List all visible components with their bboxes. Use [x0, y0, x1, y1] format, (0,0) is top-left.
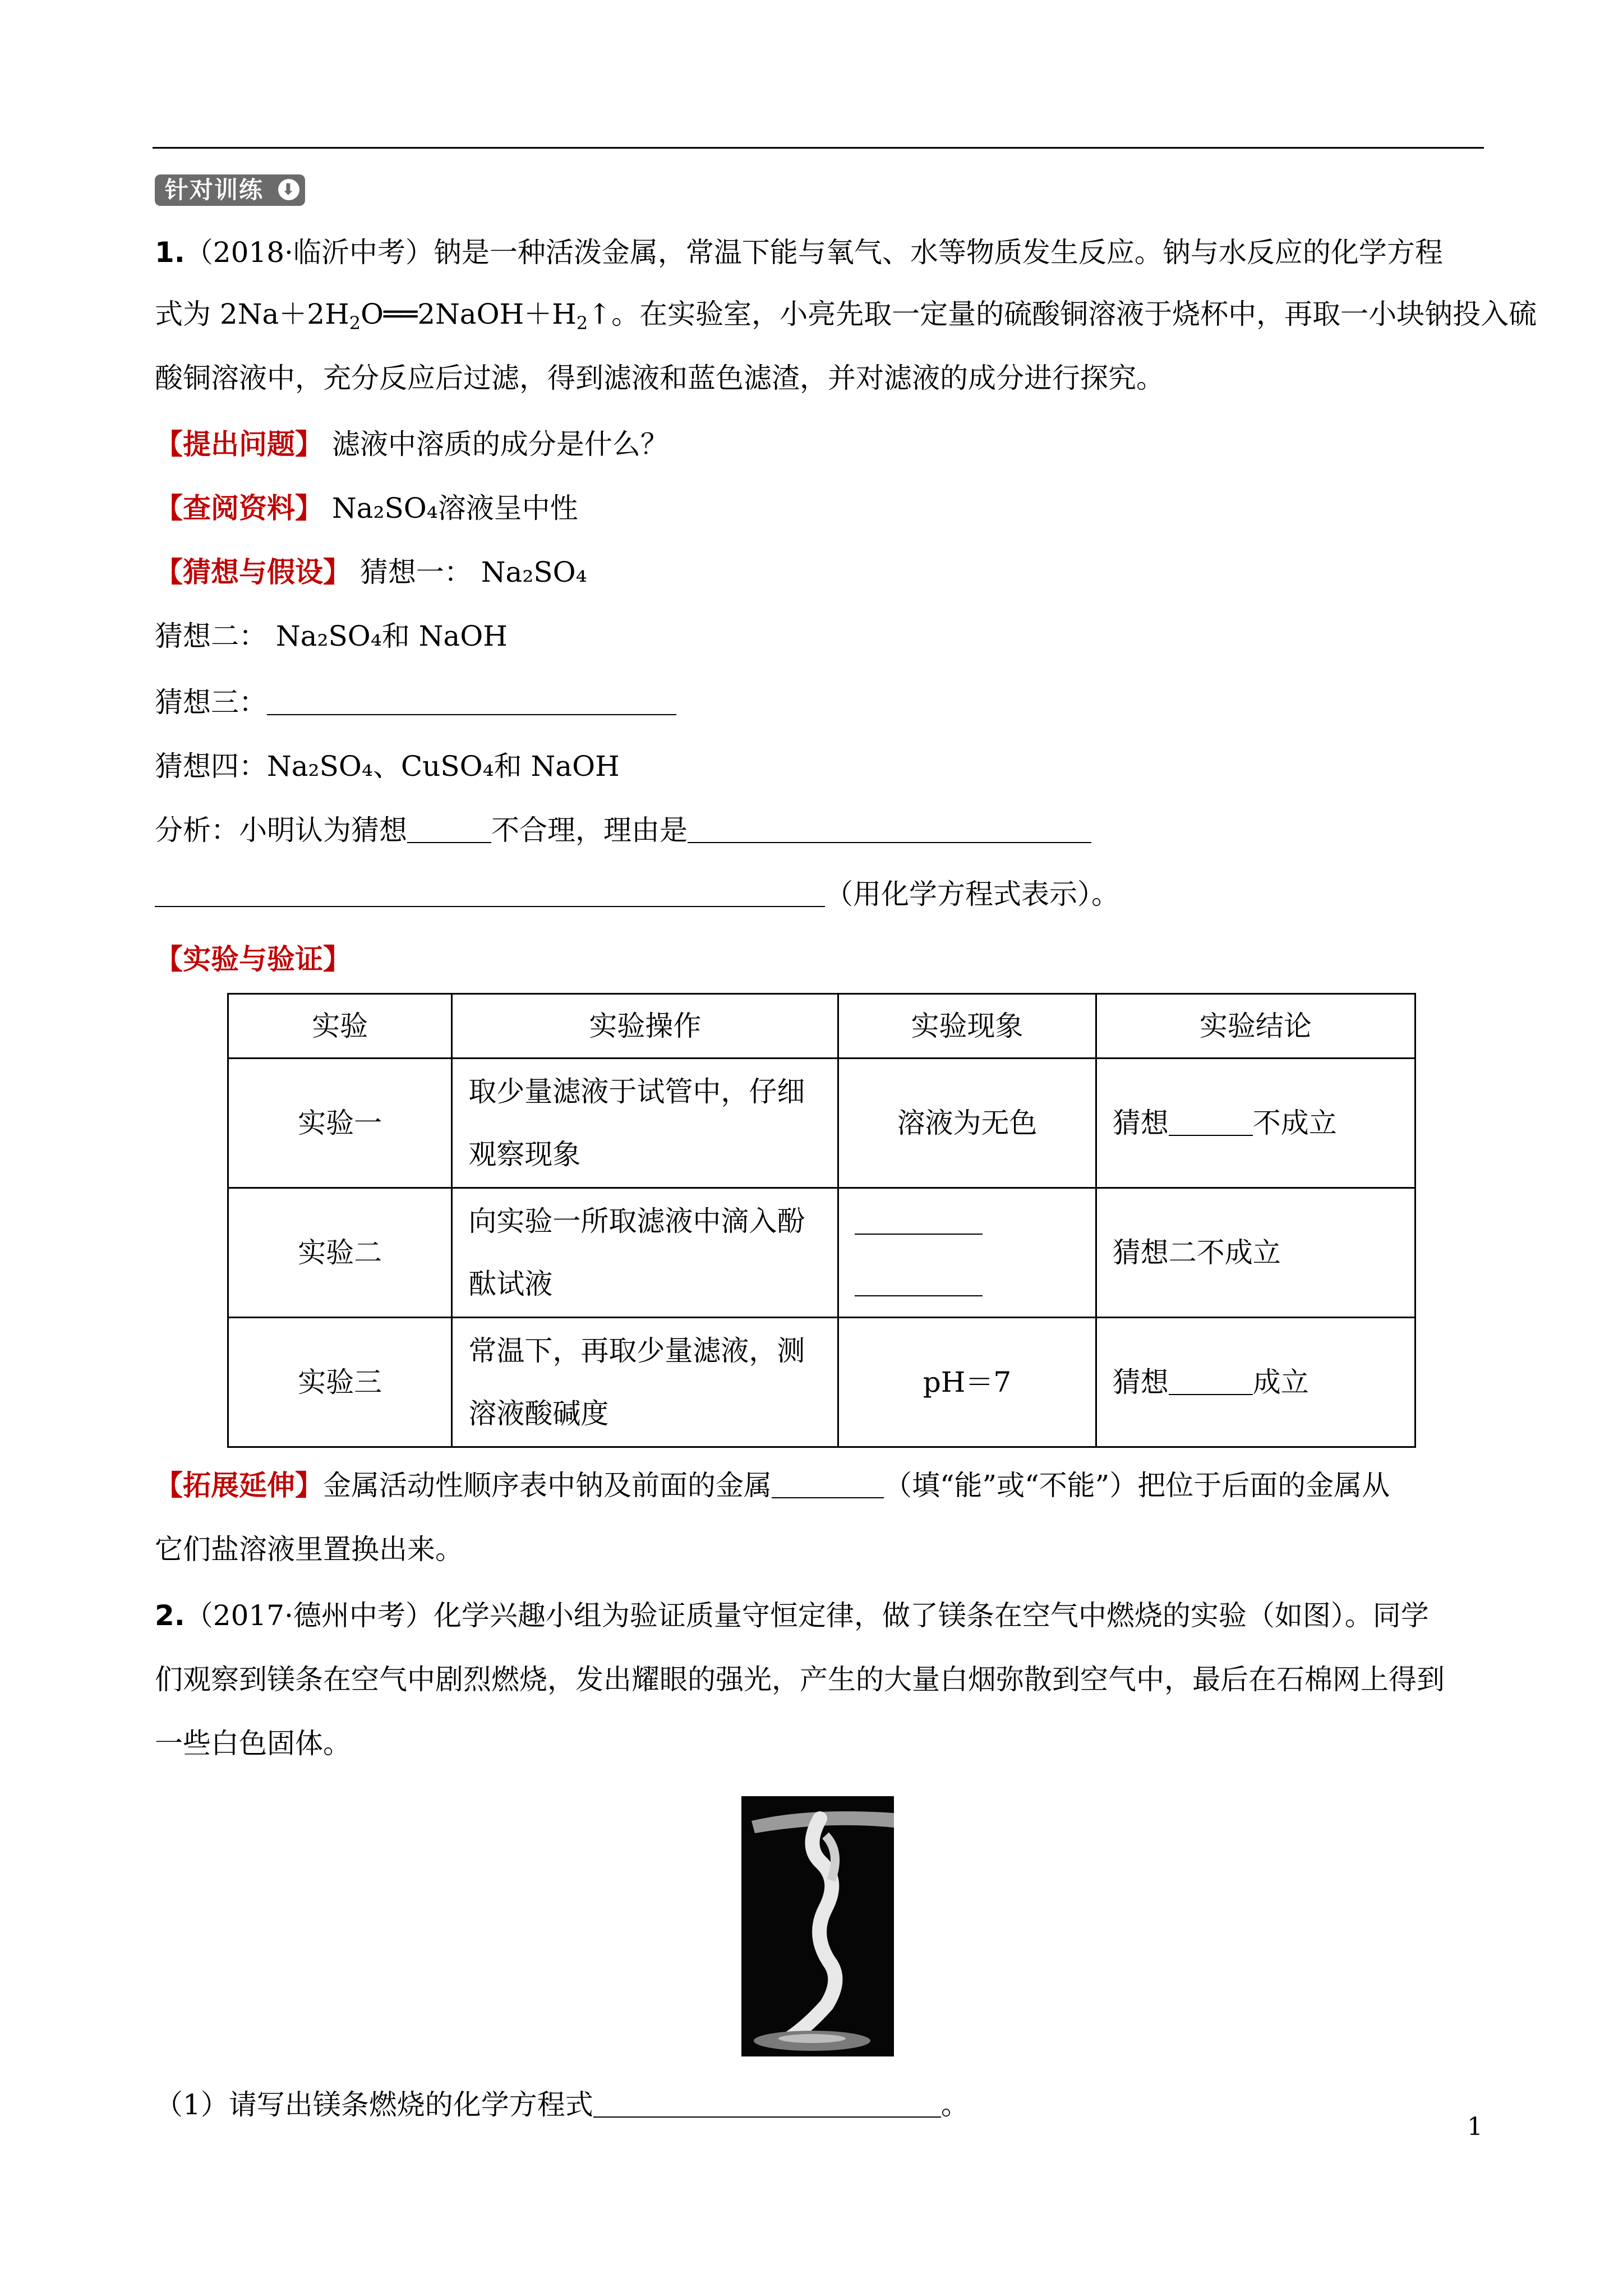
question-tag: 【提出问题】 — [155, 427, 323, 461]
q2-stem-line1: 2.（2017·德州中考）化学兴趣小组为验证质量守恒定律，做了镁条在空气中燃烧的实验（如图）。同学 — [155, 1599, 1429, 1632]
q2-number: 2. — [155, 1599, 185, 1632]
q1-experiment-heading — [155, 941, 351, 977]
analysis-equation-blank[interactable] — [155, 881, 825, 907]
experiment-operation: 取少量滤液于试管中，仔细 观察现象 — [452, 1059, 838, 1188]
experiment-phenomenon: pH＝7 — [838, 1318, 1096, 1447]
page-number: 1 — [1467, 2113, 1483, 2141]
experiment-operation: 向实验一所取滤液中滴入酚 酞试液 — [452, 1188, 838, 1318]
phenomenon-blank-1[interactable] — [855, 1209, 983, 1235]
section-badge — [155, 174, 305, 206]
experiment-tag: 【实验与验证】 — [155, 942, 351, 976]
table-header-cell: 实验结论 — [1096, 994, 1415, 1059]
q1-stem-line1: 1.（2018·临沂中考）钠是一种活泼金属，常温下能与氧气、水等物质发生反应。钠与水反应的化学方程 — [155, 236, 1443, 269]
conclusion-blank[interactable] — [1169, 1110, 1253, 1136]
table-header-cell: 实验操作 — [452, 994, 838, 1059]
hypothesis-tag: 【猜想与假设】 — [155, 555, 351, 588]
table-header-cell: 实验 — [228, 994, 452, 1059]
conclusion-blank[interactable] — [1169, 1369, 1253, 1395]
table-row — [228, 1318, 1415, 1447]
q1-stem-line3: 酸铜溶液中，充分反应后过滤，得到滤液和蓝色滤渣，并对滤液的成分进行探究。 — [155, 362, 1164, 394]
q1-hypothesis-2: 猜想二： Na₂SO₄和 NaOH — [155, 620, 508, 652]
magnesium-ribbon-illustration — [741, 1796, 894, 2056]
header-rule — [153, 147, 1484, 149]
q1-hypothesis-4: 猜想四：Na₂SO₄、CuSO₄和 NaOH — [155, 750, 620, 783]
q1-extension-line1: 【拓展延伸】金属活动性顺序表中钠及前面的金属 （填“能”或“不能”）把位于后面的金属从 — [155, 1469, 1390, 1502]
experiment-table — [227, 993, 1416, 1448]
experiment-name: 实验一 — [228, 1059, 452, 1188]
q1-number: 1. — [155, 236, 185, 269]
hypothesis-3-blank[interactable] — [267, 689, 676, 715]
phenomenon-blank-2[interactable] — [855, 1271, 983, 1296]
analysis-reason-blank[interactable] — [688, 817, 1091, 843]
q1-hypothesis-3: 猜想三： — [155, 684, 676, 720]
q1-analysis-line2: （用化学方程式表示）。 — [155, 876, 1119, 912]
q2-stem-line3: 一些白色固体。 — [155, 1727, 351, 1760]
extension-tag: 【拓展延伸】 — [155, 1469, 323, 1502]
experiment-name: 实验二 — [228, 1188, 452, 1318]
extension-blank[interactable] — [772, 1473, 884, 1498]
experiment-phenomenon — [838, 1188, 1096, 1318]
down-arrow-icon: ⬇ — [278, 179, 299, 200]
q1-info: 【查阅资料】 Na₂SO₄溶液呈中性 — [155, 491, 578, 524]
q1-analysis-line1: 分析：小明认为猜想 不合理，理由是 — [155, 812, 1091, 848]
section-badge-label: 针对训练 — [165, 176, 264, 204]
combustion-equation-blank[interactable] — [593, 2092, 941, 2118]
experiment-conclusion: 猜想二不成立 — [1096, 1188, 1415, 1318]
magnesium-burning-photo — [741, 1796, 894, 2056]
experiment-phenomenon: 溶液为无色 — [838, 1059, 1096, 1188]
experiment-name: 实验三 — [228, 1318, 452, 1447]
analysis-hypothesis-blank[interactable] — [407, 817, 491, 843]
table-row — [228, 1059, 1415, 1188]
q2-sub1: （1）请写出镁条燃烧的化学方程式 。 — [155, 2088, 969, 2121]
table-header-row — [228, 994, 1415, 1059]
experiment-conclusion: 猜想 成立 — [1096, 1318, 1415, 1447]
info-tag: 【查阅资料】 — [155, 491, 323, 524]
experiment-conclusion: 猜想 不成立 — [1096, 1059, 1415, 1188]
table-row — [228, 1188, 1415, 1318]
q2-stem-line2: 们观察到镁条在空气中剧烈燃烧，发出耀眼的强光，产生的大量白烟弥散到空气中，最后在石棉网上得到 — [155, 1663, 1445, 1696]
table-header-cell: 实验现象 — [838, 994, 1096, 1059]
experiment-operation: 常温下，再取少量滤液，测 溶液酸碱度 — [452, 1318, 838, 1447]
q1-hypothesis-1: 【猜想与假设】 猜想一： Na₂SO₄ — [155, 555, 587, 588]
q1-stem-line2: 式为 $2Na+2H_2O══2NaOH+H_2↑$。在实验室，小亮先取一定量的硫酸铜溶液于烧杯中，再取一小块钠投入硫 — [155, 298, 1537, 334]
q1-question: 【提出问题】 滤液中溶质的成分是什么？ — [155, 427, 668, 461]
q1-extension-line2: 它们盐溶液里置换出来。 — [155, 1533, 463, 1566]
